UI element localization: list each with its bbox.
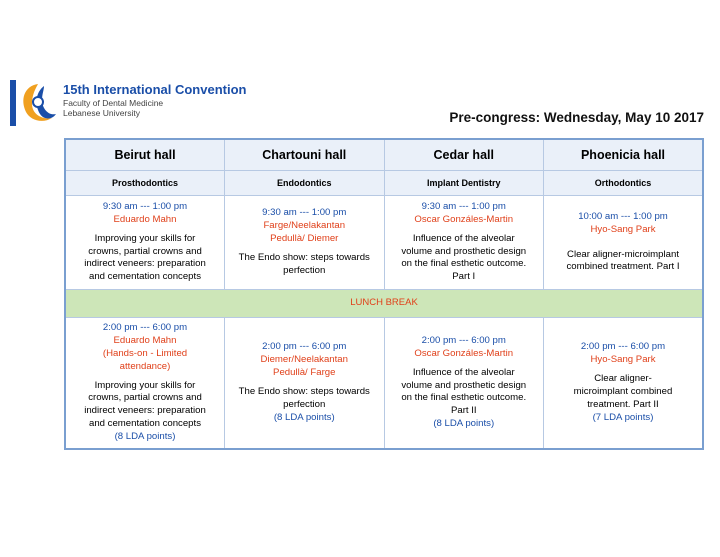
hall-name: Cedar hall	[384, 139, 544, 171]
session-speaker: Eduardo Mahn	[113, 213, 177, 225]
lda-points: (8 LDA points)	[273, 411, 335, 423]
topic-line: Influence of the alveolar	[412, 366, 515, 378]
session-note: (Hands-on - Limited	[102, 347, 188, 359]
session-note: attendance)	[119, 360, 171, 372]
lda-points: (7 LDA points)	[592, 411, 654, 423]
session-time: 2:00 pm --- 6:00 pm	[421, 334, 506, 346]
lunch-break-row	[65, 290, 703, 318]
topic-line: The Endo show: steps towards	[238, 386, 370, 397]
session-speaker: Diemer/Neelakantan	[260, 354, 348, 366]
session-time: 2:00 pm --- 6:00 pm	[262, 341, 347, 353]
university-logo-icon	[10, 78, 62, 128]
specialty: Prosthodontics	[65, 171, 225, 196]
afternoon-session-row	[65, 318, 703, 450]
session-cell	[544, 318, 704, 450]
session-time: 10:00 am --- 1:00 pm	[578, 210, 668, 222]
topic-line: crowns, partial crowns and	[88, 392, 202, 404]
hall-name: Phoenicia hall	[544, 139, 704, 171]
session-speaker: Hyo-Sang Park	[590, 223, 656, 235]
schedule-table	[64, 138, 704, 450]
topic-line: and cementation concepts	[88, 271, 201, 283]
topic-line: treatment. Part II	[587, 398, 659, 410]
topic-line: Improving your skills for	[94, 379, 196, 391]
topic-line: crowns, partial crowns and	[88, 245, 202, 257]
specialty: Orthodontics	[544, 171, 704, 196]
morning-session-row	[65, 196, 703, 290]
session-cell	[65, 196, 225, 290]
session-speaker: Pedullà/ Farge	[273, 367, 336, 379]
topic-line: Improving your skills for	[94, 232, 196, 244]
specialty-row	[65, 171, 703, 196]
session-speaker: Oscar Gonzáles-Martin	[414, 347, 514, 359]
session-time: 9:30 am --- 1:00 pm	[421, 200, 506, 212]
lda-points: (8 LDA points)	[433, 418, 495, 430]
faculty-name: Faculty of Dental Medicine	[63, 98, 164, 108]
session-time: 9:30 am --- 1:00 pm	[102, 200, 188, 212]
university-name: Lebanese University	[63, 108, 141, 118]
topic-line: Influence of the alveolar	[412, 232, 515, 244]
session-speaker: Eduardo Mahn	[113, 334, 177, 346]
topic-line: indirect veneers: preparation	[84, 405, 206, 417]
session-speaker: Pedullà/ Diemer	[270, 233, 339, 245]
session-speaker: Oscar Gonzáles-Martin	[414, 213, 514, 225]
topic-line: combined treatment. Part I	[566, 261, 680, 273]
convention-title: 15th International Convention	[63, 82, 247, 97]
topic-line: perfection	[283, 398, 326, 410]
topic-line: Clear aligner-	[594, 373, 652, 385]
topic-line: microimplant combined	[573, 386, 673, 397]
session-speaker: Hyo-Sang Park	[590, 354, 656, 366]
topic-line: perfection	[283, 264, 326, 276]
topic-line: Part I	[452, 271, 476, 283]
hall-name: Chartouni hall	[225, 139, 385, 171]
topic-line: indirect veneers: preparation	[84, 258, 206, 270]
topic-line: volume and prosthetic design	[401, 379, 527, 391]
session-speaker: Farge/Neelakantan	[263, 220, 346, 232]
session-cell	[65, 318, 225, 450]
topic-line: on the final esthetic outcome.	[401, 258, 527, 270]
lda-points: (8 LDA points)	[114, 431, 176, 443]
topic-line: The Endo show: steps towards	[238, 251, 370, 263]
session-time: 2:00 pm --- 6:00 pm	[580, 341, 666, 353]
session-cell	[225, 318, 385, 450]
session-cell	[544, 196, 704, 290]
topic-line: Part II	[450, 405, 477, 417]
session-cell	[225, 196, 385, 290]
hall-name: Beirut hall	[65, 139, 225, 171]
precongress-date: Pre-congress: Wednesday, May 10 2017	[449, 110, 704, 125]
lunch-break-label: LUNCH BREAK	[65, 290, 703, 318]
topic-line: Clear aligner-microimplant	[567, 248, 679, 260]
session-cell	[384, 196, 544, 290]
topic-line: on the final esthetic outcome.	[401, 392, 527, 404]
specialty: Endodontics	[225, 171, 385, 196]
hall-header-row	[65, 139, 703, 171]
topic-line: and cementation concepts	[88, 418, 201, 430]
session-time: 9:30 am --- 1:00 pm	[262, 207, 347, 219]
session-cell	[384, 318, 544, 450]
specialty: Implant Dentistry	[384, 171, 544, 196]
topic-line: volume and prosthetic design	[401, 245, 527, 257]
session-time: 2:00 pm --- 6:00 pm	[102, 321, 188, 333]
